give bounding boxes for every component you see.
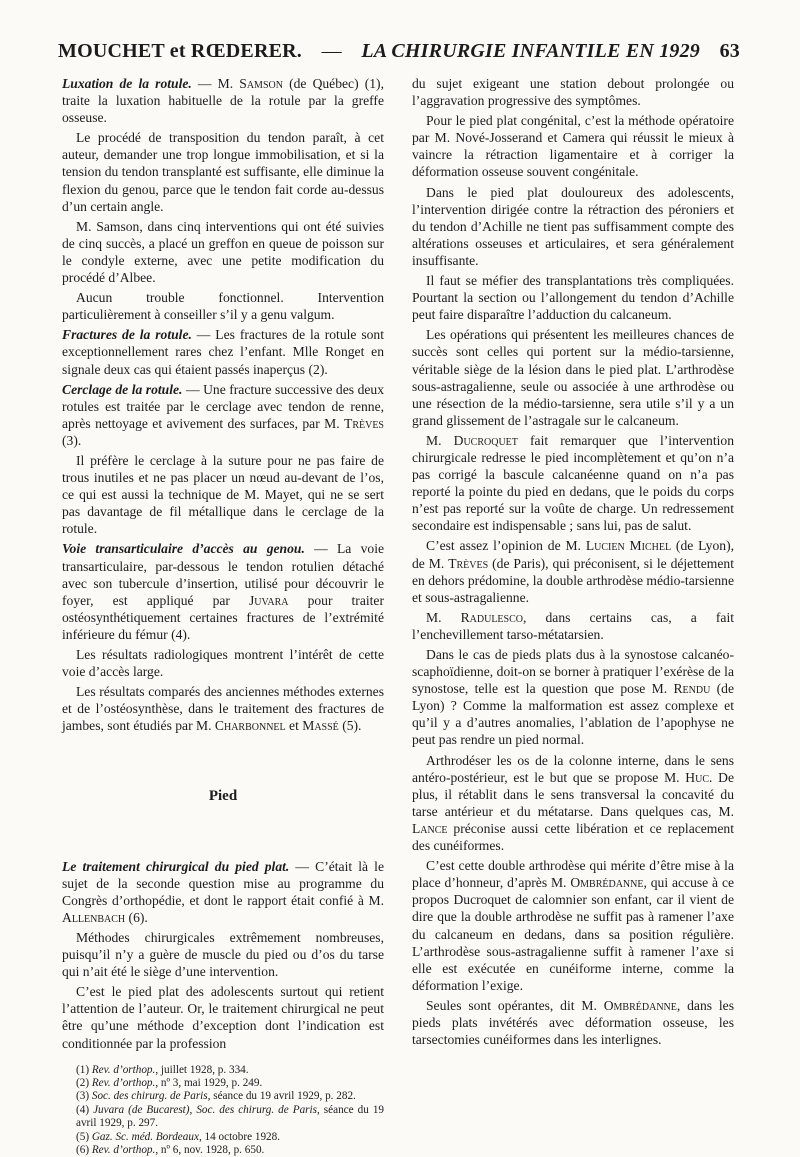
paragraph-luxation: Luxation de la rotule. — M. Samson (de Québec) (1), traite la luxation habituelle de la rotule par la greffe osseuse. <box>62 76 384 126</box>
paragraph: M. Ducroquet fait remarquer que l’intervention chirurgicale redresse le pied incomplètement et qu’on n’a pas corrigé la bascule calcanéenne quand on n’a pas reporté la pointe du pied en dedans, que le poids du corps n’est pas reporté sur la voûte de charge. Un redressement secondaire est indispensable ; sans lui, pas de salut. <box>412 432 734 534</box>
author-name: Rendu <box>673 681 711 697</box>
paragraph: Le procédé de transposition du tendon paraît, à cet auteur, demander une trop longue immobilisation, et si la tension du tendon transplanté est suffisante, elle diminue la flexion du genou, parce que le tendon fait corde au-dessus d’un certain angle. <box>62 130 384 214</box>
author-name: Juvara <box>248 592 289 608</box>
paragraph: Il préfère le cerclage à la suture pour ne pas faire de trous inutiles et ne pas placer un nœud au-devant de l’os, ce qui est aussi la technique de M. Mayet, qui ne se sert pas davantage de fil métallique dans le cerclage de la rotule. <box>62 452 384 537</box>
paragraph: Dans le cas de pieds plats dus à la synostose calcanéo-scaphoïdienne, doit-on se borner à pratiquer l’exérèse de la synostose, telle est la question que pose M. Rendu (de Lyon) ? Comme la malformation est assez complexe et qu’il y a d’autres anomalies, l’ablation de l’apophyse ne peut pas rendre un pied normal. <box>412 647 735 748</box>
paragraph-voie: Voie transarticulaire d’accès au genou. — La voie transarticulaire, par-dessous le tendon rotulien détaché avec son tubercule d’insertion, utilisé pour découvrir le foyer, est appliqué par Juvara pour traiter ostéosynthétiquement certaines fractures de l’extrémité inférieure du fémur (4). <box>62 541 385 642</box>
author-name: Radulesco <box>460 609 523 625</box>
footnote: (3) Soc. des chirurg. de Paris, séance du 19 avril 1929, p. 282. <box>76 1090 356 1103</box>
section-heading-pied: Pied <box>208 788 238 805</box>
header-dash: — <box>321 40 342 62</box>
footnotes <box>62 1064 384 1157</box>
author-name: Ducroquet <box>453 432 518 448</box>
header-journal-title: LA CHIRURGIE INFANTILE EN 1929 <box>361 40 701 62</box>
running-header <box>58 40 740 63</box>
author-name: Massé <box>302 718 339 734</box>
paragraph: C’est assez l’opinion de M. Lucien Michel (de Lyon), de M. Trèves (de Paris), qui préconisent, si le déjettement en dehors prédomine, la double arthrodèse médio-tarsienne et sous-astragalienne. <box>412 538 734 605</box>
author-name: Samson <box>239 76 283 91</box>
paragraph: Dans le pied plat douloureux des adolescents, l’intervention dirigée contre la rétraction des péroniers et du tendon d’Achille ne tient pas suffisamment compte des altérations osseuses et articulaires, et sera généralement insuffisante. <box>412 184 734 268</box>
footnote: (6) Rev. d’orthop., nº 6, nov. 1928, p. 650. <box>76 1144 265 1157</box>
paragraph: Aucun trouble fonctionnel. Intervention particulièrement à conseiller s’il y a genu valgum. <box>62 290 384 323</box>
paragraph: M. Radulesco, dans certains cas, a fait l’enchevillement tarso-métatarsien. <box>412 609 734 642</box>
author-name: Huc <box>685 769 710 785</box>
paragraph-fractures: Fractures de la rotule. — Les fractures de la rotule sont exceptionnellement rares chez l’enfant. Mlle Ronget en signale deux cas qui étaient passés inaperçus (2). <box>62 327 384 377</box>
paragraph: Arthrodéser les os de la colonne interne, dans le sens antéro-postérieur, est le but que se propose M. Huc. De plus, il rétablit dans le sens transversal la concavité du tarse antérieur et du métatarse. Dans quelques cas, M. Lance préconise aussi cette libération et ce replacement des cunéiformes. <box>412 752 734 854</box>
header-authors: MOUCHET et RŒDERER. <box>58 40 302 62</box>
rubric-luxation: Luxation de la rotule. <box>62 76 192 91</box>
paragraph: du sujet exigeant une station debout prolongée ou l’aggravation progressive des symptômes. <box>412 76 734 109</box>
footnote: (2) Rev. d’orthop., nº 3, mai 1929, p. 249. <box>76 1077 263 1089</box>
paragraph: C’est le pied plat des adolescents surtout qui retient l’attention de l’auteur. Or, le traitement chirurgical ne peut être qu’une méthode d’exception dont l’indication est conditionnée par la profession <box>62 984 384 1051</box>
footnote: (1) Rev. d’orthop., juillet 1928, p. 334. <box>76 1063 249 1076</box>
author-name: Lance <box>412 820 448 836</box>
paragraph: Il faut se méfier des transplantations très compliquées. Pourtant la section ou l’allongement du tendon d’Achille peut faire disparaître l’adduction du calcaneum. <box>412 273 734 323</box>
right-column <box>412 75 734 1051</box>
author-name: Trèves <box>448 555 489 571</box>
paragraph-pied-plat: Le traitement chirurgical du pied plat. — C’était là le sujet de la seconde question mise au programme du Congrès d’orthopédie, et dont le rapport était confié à M. Allenbach (6). <box>62 858 384 925</box>
author-name: Ombrédanne <box>570 875 644 891</box>
author-name: Trèves <box>344 415 384 431</box>
paragraph-cerclage: Cerclage de la rotule. — Une fracture successive des deux rotules est traitée par le cerclage avec tendon de renne, après nettoyage et avivement des surfaces, par M. Trèves (3). <box>62 381 384 448</box>
rubric-cerclage: Cerclage de la rotule. <box>62 381 183 397</box>
rubric-pied-plat: Le traitement chirurgical du pied plat. <box>62 858 290 874</box>
left-column <box>62 75 384 1157</box>
paragraph: Pour le pied plat congénital, c’est la méthode opératoire par M. Nové-Josserand et Camera qui réussit le mieux à vaincre la rétraction ligamentaire et à corriger la déformation osseuse souvent congénitale. <box>412 113 734 180</box>
author-name: Nové-Josserand <box>455 130 543 146</box>
paragraph: Les résultats radiologiques montrent l’intérêt de cette voie d’accès large. <box>62 647 384 680</box>
author-name: Ombrédanne <box>603 997 677 1013</box>
rubric-voie-transarticulaire: Voie transarticulaire d’accès au genou. <box>62 541 305 557</box>
rubric-fractures: Fractures de la rotule. <box>62 327 192 343</box>
author-name: Allenbach <box>62 909 126 925</box>
paragraph: C’est cette double arthrodèse qui mérite d’être mise à la place d’honneur, d’après M. Ombrédanne, qui accuse à ce propos Ducroquet de calomnier son enfant, car il vient de dire que la double arthrodèse ne suffit pas à ramener l’axe du calcaneum en dedans, dans sa position régulière. L’arthrodèse sous-astragalienne suffit à ramener l’axe si elle est exécutée en cunéiforme interne, comme la déformation l’exige. <box>412 858 735 993</box>
paragraph: Seules sont opérantes, dit M. Ombrédanne, dans les pieds plats invétérés avec déformation osseuse, les tarsectomies cunéiformes dans les interlignes. <box>412 997 734 1048</box>
paragraph: Méthodes chirurgicales extrêmement nombreuses, puisqu’il n’y a guère de muscle du pied ou d’os du tarse qui n’ait été le siège d’une intervention. <box>62 929 384 980</box>
footnote: (5) Gaz. Sc. méd. Bordeaux, 14 octobre 1928. <box>76 1130 281 1143</box>
paragraph: M. Samson, dans cinq interventions qui ont été suivies de cinq succès, a placé un greffon en queue de poisson sur le condyle externe, avec une petite modification du procédé d’Albee. <box>62 218 384 286</box>
page-number: 63 <box>719 40 740 62</box>
paragraph: Les résultats comparés des anciennes méthodes externes et de l’ostéosynthèse, dans le traitement des fractures de jambes, sont étudiés par M. Charbonnel et Massé (5). <box>62 684 384 734</box>
author-name: Lucien Michel <box>585 538 672 554</box>
paragraph: Les opérations qui présentent les meilleures chances de succès sont celles qui portent sur la médio-tarsienne, véritable siège de la lésion dans le pied plat. L’arthrodèse sous-astragalienne, seule ou associée à une arthrodèse ou une résection de la médio-tarsienne, sera utile s’il y a un grand glissement de l’astragale sur le calcaneum. <box>412 327 734 428</box>
author-name: Charbonnel <box>214 718 286 734</box>
footnote: (4) Juvara (de Bucarest), Soc. des chirurg. de Paris, séance du 19 avril 1929, p. 297. <box>76 1103 385 1130</box>
